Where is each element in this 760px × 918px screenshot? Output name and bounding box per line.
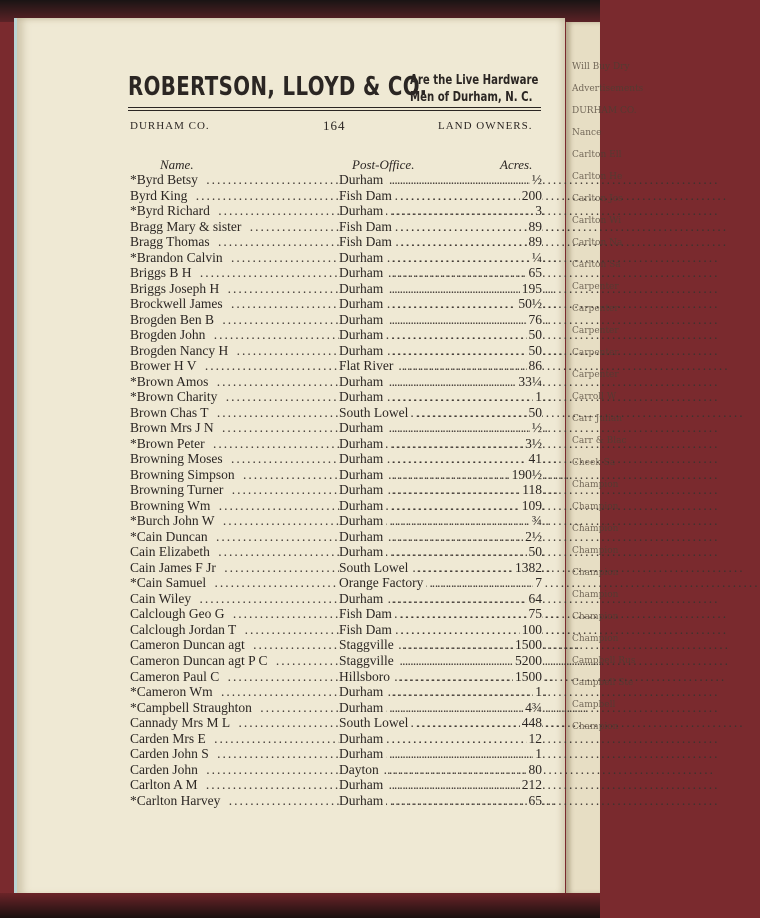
post-office [339, 606, 514, 622]
facing-page-text: Carpenter [572, 326, 619, 336]
post-office [339, 513, 514, 529]
table-row [130, 327, 542, 343]
acres-value: 3½ [525, 435, 542, 451]
facing-page-text: Nance [572, 128, 602, 138]
table-row [130, 684, 542, 700]
table-row [130, 793, 542, 809]
owner-name-text: *Brandon Calvin [130, 250, 226, 265]
post-office [339, 296, 514, 312]
owner-name-text: *Brown Peter [130, 436, 208, 451]
facing-page-text: Champion [572, 590, 619, 600]
acres-value: 50 [528, 404, 542, 420]
post-office-text: Durham [339, 498, 386, 513]
acres-value: 109 [521, 497, 542, 513]
post-office [339, 281, 514, 297]
post-office-text: Durham [339, 172, 386, 187]
post-office [339, 312, 514, 328]
table-row [130, 513, 542, 529]
facing-page-text: Carpenter [572, 282, 619, 292]
table-row [130, 265, 542, 281]
post-office-text: Durham [339, 746, 386, 761]
owner-name-text: *Brown Amos [130, 374, 211, 389]
post-office [339, 374, 514, 390]
post-office-text: Durham [339, 482, 386, 497]
post-office-text: Hillsboro [339, 669, 393, 684]
acres-value: 50 [528, 342, 542, 358]
post-office-text: Orange Factory [339, 575, 426, 590]
owner-name [130, 436, 338, 452]
table-row [130, 622, 542, 638]
acres-value: 118 [522, 482, 542, 498]
post-office [339, 327, 514, 343]
owner-name-text: Cannady Mrs M L [130, 715, 233, 730]
acres-value: 65 [528, 792, 542, 808]
post-office [339, 653, 514, 669]
owner-name-text: Brogden Nancy H [130, 343, 231, 358]
facing-page-text: Carr & Blac [572, 436, 627, 446]
table-row [130, 188, 542, 204]
owner-name [130, 793, 338, 809]
owner-name [130, 405, 338, 421]
owner-name-text: *Campbell Straughton [130, 700, 255, 715]
owner-name [130, 684, 338, 700]
post-office-text: South Lowel [339, 560, 411, 575]
acres-value: 200 [521, 187, 542, 203]
owner-name-text: Bragg Thomas [130, 234, 213, 249]
table-row [130, 467, 542, 483]
owner-name-text: *Cameron Wm [130, 684, 216, 699]
post-office [339, 389, 514, 405]
post-office [339, 188, 514, 204]
owner-name [130, 700, 338, 716]
acres-value: 76 [528, 311, 542, 327]
facing-page-text: Champion [572, 546, 619, 556]
facing-page-text: Champion [572, 634, 619, 644]
facing-page-text: Carr Julian [572, 414, 623, 424]
facing-page-text: Champion [572, 502, 619, 512]
owner-name-text: *Byrd Richard [130, 203, 213, 218]
owner-name [130, 731, 338, 747]
owner-name-text: Brown Mrs J N [130, 420, 217, 435]
header-rule-bottom [128, 110, 541, 111]
table-row [130, 436, 542, 452]
acres-value: 7 [535, 575, 542, 591]
owner-name-text: Browning Wm [130, 498, 213, 513]
column-header-acres: Acres. [500, 157, 533, 172]
acres-value: 1 [535, 389, 542, 405]
post-office [339, 777, 514, 793]
owner-name-text: *Burch John W [130, 513, 218, 528]
owner-name [130, 296, 338, 312]
owner-name-text: Cain Elizabeth [130, 544, 213, 559]
owner-name [130, 498, 338, 514]
owner-name-text: Cain James F Jr [130, 560, 219, 575]
owner-name [130, 358, 338, 374]
post-office [339, 250, 514, 266]
post-office-text: Durham [339, 513, 386, 528]
acres-value: ½ [531, 420, 542, 436]
owner-name [130, 219, 338, 235]
acres-value: 2½ [525, 528, 542, 544]
owner-name [130, 560, 338, 576]
page-number: 164 [323, 118, 346, 133]
post-office-text: Durham [339, 420, 386, 435]
binding-bottom-edge [0, 893, 600, 918]
table-row [130, 560, 542, 576]
post-office [339, 731, 514, 747]
post-office [339, 560, 514, 576]
acres-value: 80 [528, 761, 542, 777]
owner-name [130, 482, 338, 498]
owner-name-text: *Cain Samuel [130, 575, 209, 590]
advertiser-tagline [410, 72, 538, 106]
post-office-text: Durham [339, 327, 386, 342]
post-office-text: Fish Dam [339, 188, 395, 203]
owner-name [130, 529, 338, 545]
owner-name-text: Cameron Duncan agt [130, 637, 248, 652]
acres-value: 1500 [515, 668, 542, 684]
owner-name [130, 389, 338, 405]
facing-page-text: Advertisements [572, 84, 644, 94]
post-office-text: Durham [339, 467, 386, 482]
post-office [339, 451, 514, 467]
column-header-name: Name. [160, 157, 194, 172]
table-row [130, 451, 542, 467]
post-office-text: Fish Dam [339, 234, 395, 249]
post-office-text: Durham [339, 281, 386, 296]
post-office-text: Durham [339, 529, 386, 544]
post-office-text: Durham [339, 451, 386, 466]
tagline-line-2: Men of Durham, N. C. [410, 90, 533, 105]
land-owner-list [130, 172, 542, 808]
post-office [339, 637, 514, 653]
facing-page-text: Carlton Ell [572, 150, 622, 160]
post-office [339, 684, 514, 700]
acres-value: 190½ [511, 466, 542, 482]
acres-value: 12 [528, 730, 542, 746]
post-office-text: Durham [339, 684, 386, 699]
column-header-post-office: Post-Office. [352, 157, 415, 172]
facing-page-text: Campbell Ste [572, 678, 634, 688]
table-row [130, 358, 542, 374]
acres-value: 50 [528, 327, 542, 343]
advertiser-name: ROBERTSON, LLOYD & CO. [128, 72, 428, 102]
acres-value: 89 [528, 218, 542, 234]
post-office [339, 172, 514, 188]
post-office-text: Durham [339, 203, 386, 218]
post-office-text: Fish Dam [339, 606, 395, 621]
owner-name-text: Brower H V [130, 358, 200, 373]
post-office [339, 234, 514, 250]
facing-page-text: Champion [572, 480, 619, 490]
post-office [339, 482, 514, 498]
acres-value: 65 [528, 265, 542, 281]
post-office-text: Durham [339, 793, 386, 808]
post-office [339, 420, 514, 436]
owner-name [130, 451, 338, 467]
post-office [339, 529, 514, 545]
table-row [130, 731, 542, 747]
table-row [130, 762, 542, 778]
table-row [130, 482, 542, 498]
facing-page-text: Carlton Na [572, 238, 623, 248]
owner-name [130, 250, 338, 266]
post-office-text: Durham [339, 700, 386, 715]
table-row [130, 405, 542, 421]
table-row [130, 700, 542, 716]
post-office [339, 793, 514, 809]
post-office-text: Durham [339, 374, 386, 389]
post-office [339, 219, 514, 235]
post-office [339, 467, 514, 483]
owner-name [130, 374, 338, 390]
owner-name [130, 606, 338, 622]
table-row [130, 234, 542, 250]
post-office-text: Durham [339, 591, 386, 606]
owner-name [130, 188, 338, 204]
acres-value: 1 [535, 684, 542, 700]
facing-page-text: Carpenter [572, 370, 619, 380]
owner-name-text: *Brown Charity [130, 389, 220, 404]
facing-page-text: Champion [572, 524, 619, 534]
post-office [339, 343, 514, 359]
owner-name [130, 575, 338, 591]
post-office-text: Durham [339, 389, 386, 404]
owner-name-text: Carden Mrs E [130, 731, 209, 746]
owner-name [130, 653, 338, 669]
post-office-text: Fish Dam [339, 219, 395, 234]
post-office-text: Durham [339, 296, 386, 311]
facing-page-text: Carpenter [572, 348, 619, 358]
table-row [130, 575, 542, 591]
table-row [130, 420, 542, 436]
owner-name [130, 234, 338, 250]
table-row [130, 281, 542, 297]
post-office [339, 436, 514, 452]
owner-name [130, 544, 338, 560]
table-row [130, 250, 542, 266]
table-row [130, 389, 542, 405]
table-row [130, 746, 542, 762]
owner-name [130, 265, 338, 281]
post-office-text: Durham [339, 265, 386, 280]
owner-name [130, 669, 338, 685]
post-office [339, 358, 514, 374]
post-office [339, 622, 514, 638]
post-office [339, 405, 514, 421]
acres-value: 89 [528, 234, 542, 250]
post-office-text: Durham [339, 777, 386, 792]
acres-value: 1500 [515, 637, 542, 653]
acres-value: 1382 [515, 559, 542, 575]
post-office-text: Fish Dam [339, 622, 395, 637]
post-office [339, 203, 514, 219]
acres-value: 41 [528, 451, 542, 467]
post-office-text: South Lowel [339, 405, 411, 420]
facing-page-text: DURHAM CO. [572, 106, 637, 116]
owner-name [130, 762, 338, 778]
acres-value: ¾ [531, 513, 542, 529]
owner-name [130, 513, 338, 529]
owner-name [130, 622, 338, 638]
facing-page-text: Campbell Rus [572, 656, 636, 666]
owner-name [130, 467, 338, 483]
post-office [339, 762, 514, 778]
table-row [130, 653, 542, 669]
post-office-text: Staggville [339, 637, 397, 652]
owner-name [130, 637, 338, 653]
owner-name-text: Browning Moses [130, 451, 226, 466]
table-row [130, 544, 542, 560]
post-office [339, 700, 514, 716]
owner-name [130, 715, 338, 731]
table-row [130, 343, 542, 359]
acres-value: 50 [528, 544, 542, 560]
facing-page-text: Will Buy Dry [572, 62, 630, 72]
owner-name-text: *Byrd Betsy [130, 172, 201, 187]
owner-name [130, 343, 338, 359]
table-row [130, 172, 542, 188]
running-head-right: LAND OWNERS. [438, 120, 533, 132]
facing-page-text: Cheek Sa [572, 458, 616, 468]
table-row [130, 219, 542, 235]
post-office [339, 746, 514, 762]
owner-name [130, 203, 338, 219]
table-row [130, 591, 542, 607]
acres-value: 86 [528, 358, 542, 374]
facing-page-text: Carlton Sa [572, 260, 621, 270]
acres-value: 3 [535, 203, 542, 219]
post-office-text: Dayton [339, 762, 382, 777]
post-office [339, 575, 514, 591]
owner-name-text: Carden John [130, 762, 201, 777]
acres-value: 100 [521, 621, 542, 637]
post-office-text: Flat River [339, 358, 396, 373]
acres-value: ¼ [531, 249, 542, 265]
owner-name-text: Brown Chas T [130, 405, 212, 420]
table-row [130, 312, 542, 328]
post-office-text: Durham [339, 436, 386, 451]
owner-name-text: Cain Wiley [130, 591, 194, 606]
owner-name-text: Browning Simpson [130, 467, 238, 482]
table-row [130, 715, 542, 731]
owner-name [130, 327, 338, 343]
table-row [130, 203, 542, 219]
acres-value: 33¼ [518, 373, 542, 389]
table-row [130, 777, 542, 793]
post-office-text: Durham [339, 544, 386, 559]
table-row [130, 669, 542, 685]
post-office [339, 715, 514, 731]
acres-value: 448 [521, 715, 542, 731]
owner-name [130, 591, 338, 607]
facing-page-text: Carlton Jos [572, 194, 623, 204]
owner-name [130, 777, 338, 793]
facing-page-text: Carlton Wi [572, 216, 622, 226]
running-head-left: DURHAM CO. [130, 120, 210, 132]
owner-name [130, 312, 338, 328]
table-row [130, 637, 542, 653]
owner-name [130, 420, 338, 436]
owner-name-text: Bragg Mary & sister [130, 219, 244, 234]
table-row [130, 374, 542, 390]
table-row [130, 296, 542, 312]
owner-name-text: Brogden John [130, 327, 208, 342]
post-office [339, 544, 514, 560]
acres-value: 75 [528, 606, 542, 622]
facing-page-text: Campbell [572, 700, 616, 710]
acres-value: 212 [521, 777, 542, 793]
acres-value: 50½ [518, 296, 542, 312]
acres-value: ½ [531, 172, 542, 187]
owner-name-text: *Carlton Harvey [130, 793, 223, 808]
table-row [130, 606, 542, 622]
tagline-line-1: Are the Live Hardware [410, 73, 539, 88]
owner-name-text: Brogden Ben B [130, 312, 217, 327]
owner-name-text: Brockwell James [130, 296, 226, 311]
facing-page-text: Carroll W [572, 392, 617, 402]
acres-value: 5200 [515, 652, 542, 668]
post-office-text: South Lowel [339, 715, 411, 730]
post-office-text: Durham [339, 731, 386, 746]
post-office-text: Durham [339, 343, 386, 358]
table-row [130, 498, 542, 514]
facing-page-text: Champion [572, 722, 619, 732]
owner-name-text: Calclough Geo G [130, 606, 227, 621]
table-row [130, 529, 542, 545]
owner-name-text: Cameron Duncan agt P C [130, 653, 270, 668]
owner-name-text: Briggs B H [130, 265, 195, 280]
owner-name-text: Calclough Jordan T [130, 622, 239, 637]
owner-name-text: Carden John S [130, 746, 212, 761]
post-office [339, 669, 514, 685]
owner-name-text: Briggs Joseph H [130, 281, 222, 296]
facing-page-text: Champion [572, 568, 619, 578]
facing-page-text: Carpenter [572, 304, 619, 314]
owner-name [130, 746, 338, 762]
post-office-text: Staggville [339, 653, 397, 668]
acres-value: 64 [528, 590, 542, 606]
owner-name-text: Byrd King [130, 188, 190, 203]
acres-value: 4¾ [525, 699, 542, 715]
post-office [339, 591, 514, 607]
owner-name [130, 172, 338, 188]
facing-page-text: Champion [572, 612, 619, 622]
owner-name [130, 281, 338, 297]
post-office [339, 498, 514, 514]
owner-name-text: Carlton A M [130, 777, 201, 792]
owner-name-text: Browning Turner [130, 482, 226, 497]
owner-name-text: Cameron Paul C [130, 669, 222, 684]
post-office [339, 265, 514, 281]
acres-value: 1 [535, 746, 542, 762]
owner-name-text: *Cain Duncan [130, 529, 211, 544]
post-office-text: Durham [339, 250, 386, 265]
header-rule-top [128, 107, 541, 108]
acres-value: 195 [521, 280, 542, 296]
post-office-text: Durham [339, 312, 386, 327]
facing-page-text: Carlton He [572, 172, 623, 182]
